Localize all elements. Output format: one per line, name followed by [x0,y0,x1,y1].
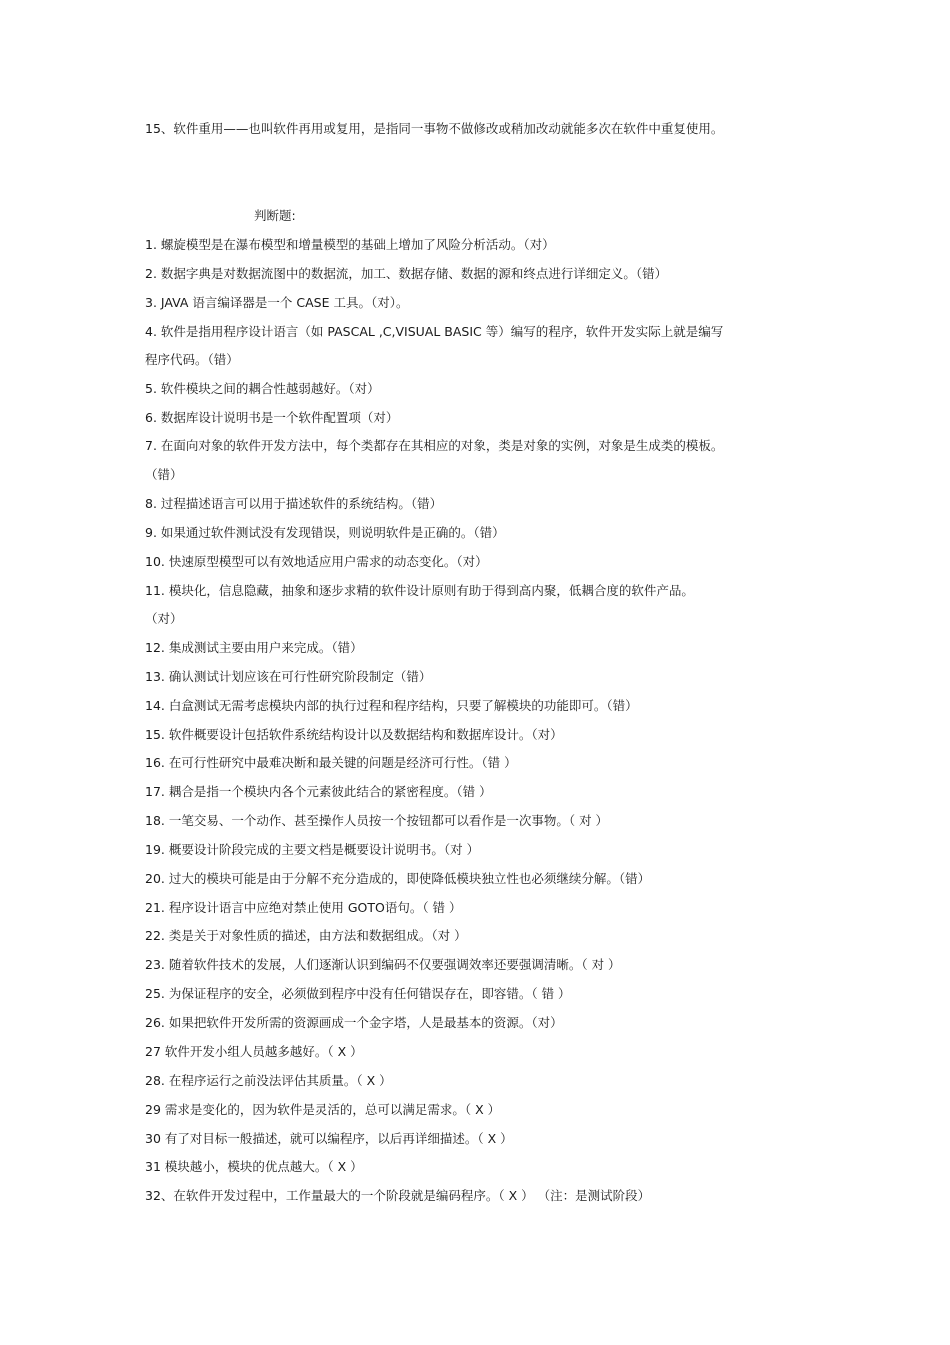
question-line: 10. 快速原型模型可以有效地适应用户需求的动态变化。（对） [145,554,488,569]
question-line: 16. 在可行性研究中最难决断和最关键的问题是经济可行性。（错 ） [145,755,517,770]
question-line: 2. 数据字典是对数据流图中的数据流，加工、数据存储、数据的源和终点进行详细定义。（错） [145,266,668,281]
section-heading: 判断题: [254,208,296,223]
question-line: 25. 为保证程序的安全，必须做到程序中没有任何错误存在，即容错。（ 错 ） [145,986,571,1001]
question-line: 11. 模块化，信息隐藏，抽象和逐步求精的软件设计原则有助于得到高内聚，低耦合度的软件产品。 [145,583,694,598]
question-line: 19. 概要设计阶段完成的主要文档是概要设计说明书。（对 ） [145,842,480,857]
question-line: 6. 数据库设计说明书是一个软件配置项（对） [145,410,399,425]
question-line: 26. 如果把软件开发所需的资源画成一个金字塔，人是最基本的资源。（对） [145,1015,563,1030]
intro-paragraph: 15、软件重用——也叫软件再用或复用，是指同一事物不做修改或稍加改动就能多次在软件中重复使用。 [145,121,724,136]
question-line: 3. JAVA 语言编译器是一个 CASE 工具。（对）。 [145,295,409,310]
question-line: 程序代码。（错） [145,352,239,367]
question-line: 28. 在程序运行之前没法评估其质量。（ X ） [145,1073,392,1088]
question-line: 15. 软件概要设计包括软件系统结构设计以及数据结构和数据库设计。（对） [145,727,563,742]
question-line: 14. 白盒测试无需考虑模块内部的执行过程和程序结构，只要了解模块的功能即可。（错） [145,698,638,713]
question-line: 1. 螺旋模型是在瀑布模型和增量模型的基础上增加了风险分析活动。（对） [145,237,555,252]
question-line: 9. 如果通过软件测试没有发现错误，则说明软件是正确的。（错） [145,525,505,540]
question-line: 29 需求是变化的，因为软件是灵活的，总可以满足需求。（ X ） [145,1102,501,1117]
question-line: （对） [145,611,183,626]
question-line: 31 模块越小，模块的优点越大。（ X ） [145,1159,363,1174]
question-line: 17. 耦合是指一个模块内各个元素彼此结合的紧密程度。（错 ） [145,784,492,799]
question-line: 8. 过程描述语言可以用于描述软件的系统结构。（错） [145,496,443,511]
question-line: 20. 过大的模块可能是由于分解不充分造成的，即使降低模块独立性也必须继续分解。（错） [145,871,651,886]
question-line: 18. 一笔交易、一个动作、甚至操作人员按一个按钮都可以看作是一次事物。（ 对 ） [145,813,609,828]
question-line: （错） [145,467,183,482]
question-line: 22. 类是关于对象性质的描述，由方法和数据组成。（对 ） [145,928,467,943]
question-line: 4. 软件是指用程序设计语言（如 PASCAL ,C,VISUAL BASIC 等）编写的程序，软件开发实际上就是编写 [145,324,724,339]
question-line: 5. 软件模块之间的耦合性越弱越好。（对） [145,381,380,396]
question-line: 21. 程序设计语言中应绝对禁止使用 GOTO语句。（ 错 ） [145,900,462,915]
question-line: 7. 在面向对象的软件开发方法中，每个类都存在其相应的对象，类是对象的实例，对象是生成类的模板。 [145,438,724,453]
question-line: 13. 确认测试计划应该在可行性研究阶段制定（错） [145,669,432,684]
question-line: 27 软件开发小组人员越多越好。（ X ） [145,1044,363,1059]
question-line: 12. 集成测试主要由用户来完成。（错） [145,640,363,655]
question-line: 30 有了对目标一般描述，就可以编程序，以后再详细描述。（ X ） [145,1131,513,1146]
question-line: 32、在软件开发过程中，工作量最大的一个阶段就是编码程序。（ X ） （注：是测试阶段） [145,1188,651,1203]
question-line: 23. 随着软件技术的发展，人们逐渐认识到编码不仅要强调效率还要强调清晰。（ 对 ） [145,957,621,972]
